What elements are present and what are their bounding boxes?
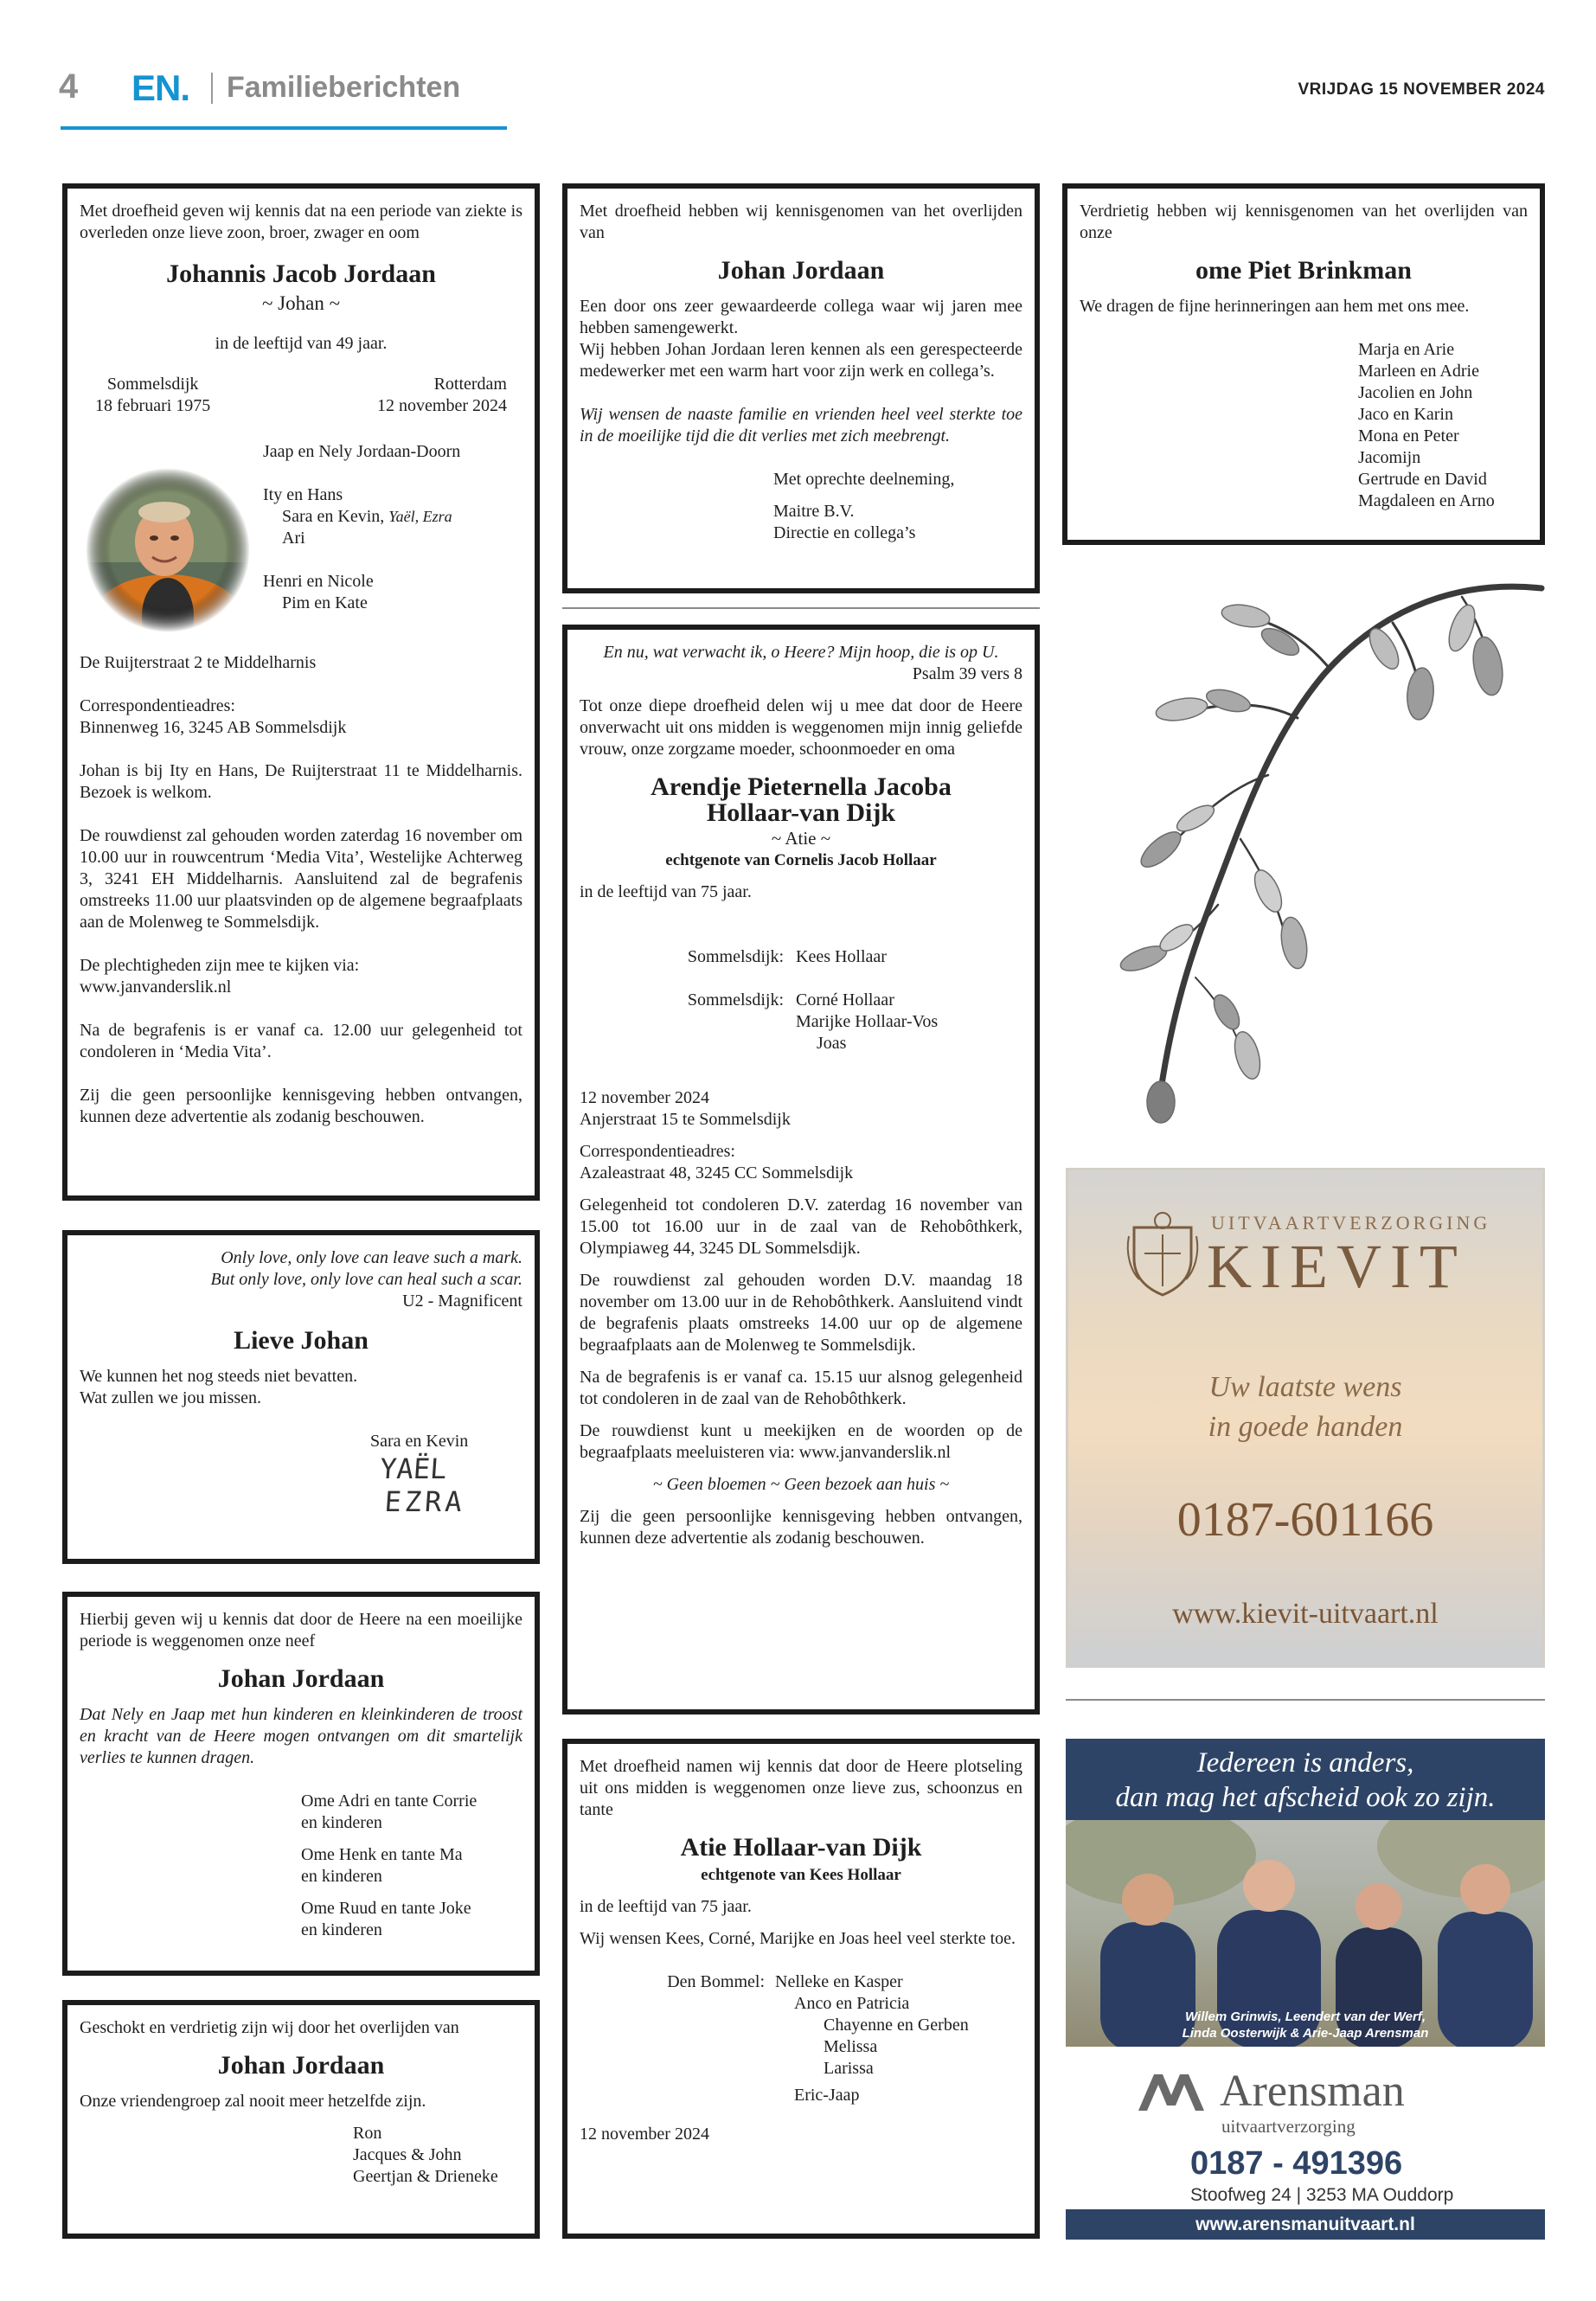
deceased-name: Johan Jordaan <box>717 256 885 285</box>
notice-date: 12 november 2024 <box>580 2125 709 2144</box>
handwritten-names <box>77 1452 524 1518</box>
family-children: Yaël, Ezra <box>388 508 452 525</box>
notice-arendje-hollaar <box>562 625 1040 1715</box>
branch-illustration <box>1099 571 1548 1142</box>
family-line: Mona en Peter <box>1358 426 1459 445</box>
correspondence-label: Correspondentieadres: <box>80 696 235 715</box>
condolence-info: Gelegenheid tot condoleren D.V. zaterdag 16 november van 15.00 tot 16.00 uur in de zaal van de Rehobôthkerk, Olympiaweg 44, 3245 DL Sommelsdijk. <box>580 1195 1022 1258</box>
notice-text: Wij hebben Johan Jordaan leren kennen als een gerespecteerde medewerker met een warm hart voor zijn werk en collega’s. <box>580 340 1022 381</box>
caption-line: Willem Grinwis, Leendert van der Werf, <box>1185 2009 1426 2024</box>
caption-line: Linda Oosterwijk & Arie-Jaap Arensman <box>1182 2026 1429 2041</box>
notice-text: Wat zullen we jou missen. <box>80 1388 262 1407</box>
portrait-area <box>80 441 263 614</box>
deceased-name <box>580 774 1022 826</box>
signature-line: Geertjan & Drieneke <box>353 2167 498 2186</box>
arensman-slogan <box>1066 1739 1545 1820</box>
spouse-info: echtgenote van Kees Hollaar <box>701 1866 901 1884</box>
no-flowers-note: ~ Geen bloemen ~ Geen bezoek aan huis ~ <box>652 1475 950 1494</box>
notice-date: 12 november 2024 <box>580 1088 709 1107</box>
family-line: Ome Adri en tante Corrie <box>301 1791 478 1811</box>
correspondence-label: Correspondentieadres: <box>580 1142 735 1161</box>
ad-arensman-uitvaart[interactable] <box>1066 1739 1545 2240</box>
quote-source: U2 - Magnificent <box>402 1292 522 1311</box>
notice-text: Onze vriendengroep zal nooit meer hetzelfde zijn. <box>80 2092 426 2111</box>
family-line <box>263 506 460 528</box>
service-info: De rouwdienst zal gehouden worden zaterdag 16 november om 10.00 uur in rouwcentrum ‘Media Vita’, Westelijke Achterweg 3, 3241 EH Middelharnis. Aansluitend zal de begrafenis omstreeks 11.00 uur plaatsvinden op de algemene begraafplaats aan de Molenweg te Sommelsdijk. <box>80 826 522 932</box>
family-place: Sommelsdijk: <box>687 947 784 966</box>
issue-date: VRIJDAG 15 NOVEMBER 2024 <box>1298 80 1545 99</box>
tagline-line: Uw laatste wens <box>1208 1371 1402 1403</box>
page-number: 4 <box>59 67 79 106</box>
visit-info: Johan is bij Ity en Hans, De Ruijterstraat 11 te Middelharnis. Bezoek is welkom. <box>80 761 522 802</box>
service-info: De rouwdienst zal gehouden worden D.V. maandag 18 november om 13.00 uur in de Rehobôthkerk. Aansluitend vindt de begrafenis plaats omstreeks 14.00 uur op de algemene begraafplaats aan de Molenweg te Sommelsdijk. <box>580 1271 1022 1355</box>
quote-line: But only love, only love can heal such a scar. <box>210 1270 522 1289</box>
family-name: Nelleke en Kasper <box>775 1972 903 1991</box>
deceased-nickname: ~ Atie ~ <box>771 828 831 849</box>
family-place: Den Bommel: <box>667 1972 765 1991</box>
notice-vriendengroep <box>62 2000 540 2239</box>
family-section <box>80 441 522 614</box>
arensman-subtitle: uitvaartverzorging <box>1221 2116 1356 2137</box>
quote-line: Only love, only love can leave such a mark. <box>221 1248 522 1267</box>
kievit-website[interactable]: www.kievit-uitvaart.nl <box>1172 1598 1439 1630</box>
condolence-info: Na de begrafenis is er vanaf ca. 12.00 uur gelegenheid tot condoleren in ‘Media Vita’. <box>80 1021 522 1061</box>
family-name: Kees Hollaar <box>796 947 887 966</box>
header-rule <box>61 126 507 130</box>
deceased-age: in de leeftijd van 75 jaar. <box>580 882 752 901</box>
family-line: Ity en Hans <box>263 485 343 504</box>
deceased-name: Atie Hollaar-van Dijk <box>680 1833 922 1862</box>
deceased-name: Johannis Jacob Jordaan <box>166 260 436 288</box>
slogan-line: dan mag het afscheid ook zo zijn. <box>1115 1782 1496 1813</box>
family-line: Jaap en Nely Jordaan-Doorn <box>263 442 461 461</box>
signature-list <box>80 2123 522 2188</box>
signature-line: Met oprechte deelneming, <box>773 470 955 489</box>
correspondence-address: Binnenweg 16, 3245 AB Sommelsdijk <box>80 718 347 737</box>
home-address: De Ruijterstraat 2 te Middelharnis <box>80 653 317 672</box>
family-list <box>1080 339 1528 512</box>
stream-label: De plechtigheden zijn mee te kijken via: <box>80 956 360 975</box>
family-line: Ome Henk en tante Ma <box>301 1845 463 1864</box>
family-line: Marleen en Adrie <box>1358 362 1479 381</box>
column-divider <box>1066 1699 1545 1701</box>
family-line: Ome Ruud en tante Joke <box>301 1899 471 1918</box>
family-list <box>580 1971 1022 2106</box>
deceased-name: Johan Jordaan <box>217 2051 385 2080</box>
correspondence-address: Azaleastraat 48, 3245 CC Sommelsdijk <box>580 1163 854 1183</box>
newspaper-logo: EN. <box>131 67 190 108</box>
family-line: Jacomijn <box>1358 448 1421 467</box>
birth-date: 18 februari 1975 <box>95 396 211 415</box>
team-photo <box>1066 1820 1545 2047</box>
family-line: Magdaleen en Arno <box>1358 491 1495 510</box>
notice-johannis-jordaan <box>62 183 540 1201</box>
kievit-brand: KIEVIT <box>1207 1232 1466 1301</box>
family-line: Henri en Nicole <box>263 572 374 591</box>
notice-intro: Met droefheid namen wij kennis dat door de Heere plotseling uit ons midden is weggenomen onze lieve zus, schoonzus en tante <box>580 1757 1022 1819</box>
column-divider <box>562 607 1040 609</box>
signature-line: Ron <box>353 2124 382 2143</box>
family-name: Anco en Patricia <box>794 1994 910 2013</box>
family-line: Gertrude en David <box>1358 470 1487 489</box>
family-line: en kinderen <box>301 1920 382 1939</box>
notice-wish: Dat Nely en Jaap met hun kinderen en kleinkinderen de troost en kracht van de Heere mogen ontvangen om dit smartelijk verlies te kunnen dragen. <box>80 1705 522 1767</box>
signature-line: Directie en collega’s <box>773 523 916 542</box>
ad-kievit-uitvaart[interactable] <box>1066 1168 1545 1668</box>
signature-list <box>580 469 1022 544</box>
family-line: Pim en Kate <box>282 593 368 612</box>
notice-intro: Tot onze diepe droefheid delen wij u mee dat door de Heere onverwacht uit ons midden is weggenomen mijn innig geliefde vrouw, onze zorgzame moeder, schoonmoeder en oma <box>580 696 1022 759</box>
closing-note: Zij die geen persoonlijke kennisgeving hebben ontvangen, kunnen deze advertentie als zodanig beschouwen. <box>80 1086 522 1126</box>
notice-neef-johan <box>62 1592 540 1976</box>
tagline-line: in goede handen <box>1208 1411 1403 1443</box>
arensman-logo-icon <box>1137 2071 1216 2112</box>
deceased-name-line: Hollaar-van Dijk <box>706 798 896 827</box>
deceased-nickname: ~ Johan ~ <box>261 292 341 314</box>
birth-place: Sommelsdijk <box>106 375 199 394</box>
notice-atie-hollaar <box>562 1739 1040 2239</box>
spouse-info: echtgenote van Cornelis Jacob Hollaar <box>665 851 937 869</box>
notice-text: We dragen de fijne herinneringen aan hem met ons mee. <box>1080 297 1470 316</box>
arensman-brand: Arensman <box>1220 2067 1405 2116</box>
deceased-age: in de leeftijd van 75 jaar. <box>580 1897 752 1916</box>
family-line: en kinderen <box>301 1813 382 1832</box>
family-place: Sommelsdijk: <box>687 990 784 1009</box>
notice-text: We kunnen het nog steeds niet bevatten. <box>80 1367 358 1386</box>
signature-name: Sara en Kevin <box>370 1432 469 1451</box>
birth-death-info <box>80 374 522 417</box>
arensman-address: Stoofweg 24 | 3253 MA Ouddorp <box>1190 2185 1454 2205</box>
notice-intro: Verdrietig hebben wij kennisgenomen van het overlijden van onze <box>1080 202 1528 242</box>
notice-lieve-johan <box>62 1230 540 1564</box>
notice-wish: Wij wensen Kees, Corné, Marijke en Joas heel veel sterkte toe. <box>580 1929 1016 1948</box>
notice-wish: Wij wensen de naaste familie en vrienden heel veel sterkte toe in de moeilijke tijd die dit verlies met zich meebrengt. <box>580 405 1022 445</box>
family-name: Chayenne en Gerben <box>824 2016 969 2035</box>
closing-note: Zij die geen persoonlijke kennisgeving hebben ontvangen, kunnen deze advertentie als zodanig beschouwen. <box>580 1507 1022 1548</box>
deceased-age: in de leeftijd van 49 jaar. <box>215 334 388 353</box>
arensman-phone[interactable]: 0187 - 491396 <box>1190 2145 1403 2182</box>
portrait-photo <box>85 467 251 633</box>
deceased-name: Johan Jordaan <box>217 1664 385 1693</box>
section-title: Familieberichten <box>227 71 461 104</box>
notice-intro: Geschokt en verdrietig zijn wij door het overlijden van <box>80 2018 459 2037</box>
family-name: Larissa <box>824 2059 874 2078</box>
kievit-tagline <box>1068 1368 1542 1447</box>
notice-text: Een door ons zeer gewaardeerde collega waar wij jaren mee hebben samengewerkt. <box>580 297 1022 337</box>
slogan-line: Iedereen is anders, <box>1196 1747 1414 1779</box>
deceased-name: ome Piet Brinkman <box>1195 256 1412 285</box>
family-line: Jaco en Karin <box>1358 405 1453 424</box>
handwritten-name: EZRA <box>383 1485 467 1518</box>
stream-url: www.janvanderslik.nl <box>80 977 232 997</box>
death-place: Rotterdam <box>433 375 507 394</box>
stream-info: De rouwdienst kunt u meekijken en de woorden op de begraafplaats meeluisteren via: www.janvanderslik.nl <box>580 1421 1022 1462</box>
family-list <box>263 441 460 614</box>
family-line: en kinderen <box>301 1867 382 1886</box>
family-line: Ari <box>282 529 305 548</box>
after-service-info: Na de begrafenis is er vanaf ca. 15.15 uur alsnog gelegenheid tot condoleren in de zaal van de Rehobôthkerk. <box>580 1368 1022 1408</box>
family-name: Joas <box>817 1034 847 1053</box>
kievit-crest-icon <box>1125 1210 1200 1297</box>
bible-verse: En nu, wat verwacht ik, o Heere? Mijn hoop, die is op U. <box>603 643 999 662</box>
family-name: Marijke Hollaar-Vos <box>796 1012 939 1031</box>
birth-info <box>95 374 210 417</box>
team-caption <box>1066 2009 1545 2041</box>
notice-collega-johan <box>562 183 1040 593</box>
signature-line: Maitre B.V. <box>773 502 855 521</box>
death-info <box>377 374 507 417</box>
verse-reference: Psalm 39 vers 8 <box>912 664 1022 683</box>
family-list <box>80 1791 522 1941</box>
notice-heading: Lieve Johan <box>234 1326 369 1355</box>
notice-intro: Met droefheid geven wij kennis dat na een periode van ziekte is overleden onze lieve zoon, broer, zwager en oom <box>80 202 522 242</box>
header-divider <box>211 73 213 104</box>
family-line: Jacolien en John <box>1358 383 1473 402</box>
family-list <box>580 946 1022 1054</box>
kievit-label: UITVAARTVERZORGING <box>1211 1212 1491 1234</box>
family-line: Marja en Arie <box>1358 340 1455 359</box>
kievit-phone[interactable]: 0187-601166 <box>1176 1493 1434 1547</box>
notice-intro: Hierbij geven wij u kennis dat door de Heere na een moeilijke periode is weggenomen onze neef <box>80 1610 522 1650</box>
signature-line: Jacques & John <box>353 2145 462 2164</box>
family-name: Corné Hollaar <box>796 990 894 1009</box>
family-name: Sara en Kevin, <box>282 507 385 526</box>
arensman-website[interactable]: www.arensmanuitvaart.nl <box>1066 2209 1545 2240</box>
handwritten-name: YAËL <box>379 1452 448 1485</box>
death-date: 12 november 2024 <box>377 396 507 415</box>
family-name: Melissa <box>824 2037 878 2056</box>
notice-piet-brinkman <box>1062 183 1545 545</box>
deceased-name-line: Arendje Pieternella Jacoba <box>651 772 952 801</box>
family-name: Eric-Jaap <box>794 2086 860 2105</box>
home-address: Anjerstraat 15 te Sommelsdijk <box>580 1110 791 1129</box>
notice-intro: Met droefheid hebben wij kennisgenomen van het overlijden van <box>580 202 1022 242</box>
